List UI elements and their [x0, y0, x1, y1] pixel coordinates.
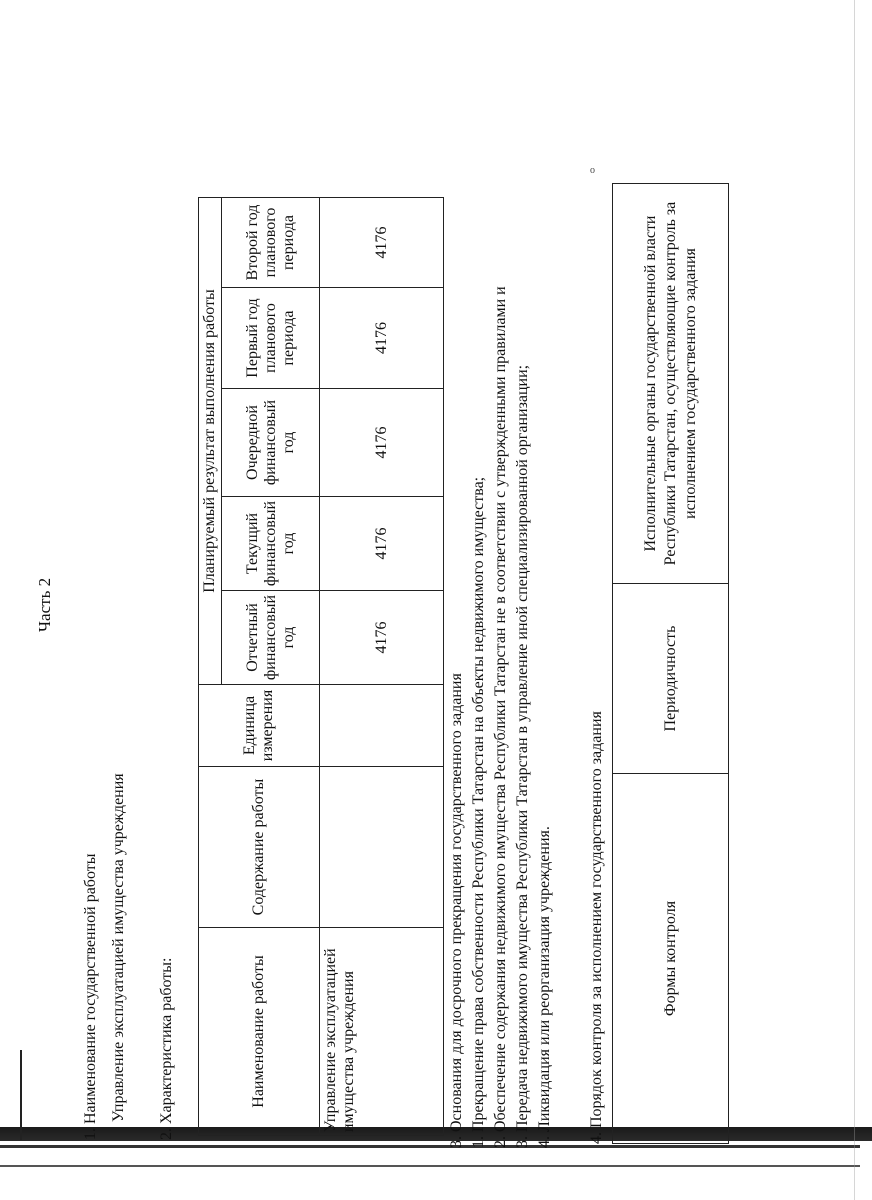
- header-work-name: Наименование работы: [199, 928, 320, 1136]
- work-name-heading: 1. Наименование государственной работы: [82, 853, 99, 1140]
- header-control-forms: Формы контроля: [613, 774, 729, 1144]
- header-control-period: Периодичность: [613, 584, 729, 774]
- header-planned-result: Планируемый результат выполнения работы: [199, 198, 222, 685]
- header-year-current: Текущий финансовый год: [222, 497, 320, 591]
- ground-item: 3. Передача недвижимого имущества Республики Татарстан в управление иной специализированной организации;: [514, 364, 531, 1148]
- row-value-next: 4176: [320, 389, 444, 497]
- header-year-next: Очередной финансовый год: [222, 389, 320, 497]
- row-work-content: [320, 767, 444, 928]
- row-work-name: Управление эксплуатацией имущества учреждения: [320, 928, 444, 1136]
- header-unit: Единица измерения: [199, 685, 320, 767]
- ground-item: 1. Прекращение права собственности Республики Татарстан на объекты недвижимого имущества;: [470, 476, 487, 1148]
- header-year-plan-2: Второй год планового периода: [222, 198, 320, 288]
- scan-speck: o: [590, 165, 595, 176]
- work-characteristics-heading: 2. Характеристика работы:: [158, 957, 175, 1140]
- ground-item: 2. Обеспечение содержания недвижимого имущества Республики Татарстан не в соответствии с утвержденными правилами и: [492, 286, 509, 1148]
- work-characteristics-table: [198, 197, 444, 1136]
- ground-item: 4. Ликвидация или реорганизация учреждения.: [536, 826, 553, 1148]
- control-procedure-heading: 4. Порядок контроля за исполнением государственного задания: [588, 711, 605, 1144]
- header-work-content: Содержание работы: [199, 767, 320, 928]
- header-control-organs: Исполнительные органы государственной власти Республики Татарстан, осуществляющие контроль за исполнением государственного задания: [613, 184, 729, 584]
- row-value-current: 4176: [320, 497, 444, 591]
- header-year-reporting: Отчетный финансовый год: [222, 591, 320, 685]
- row-value-plan-1: 4176: [320, 288, 444, 389]
- termination-grounds-heading: 3. Основания для досрочного прекращения государственного задания: [448, 673, 465, 1148]
- row-unit: [320, 685, 444, 767]
- part-title: Часть 2: [35, 577, 54, 632]
- header-year-plan-1: Первый год планового периода: [222, 288, 320, 389]
- control-table: [612, 183, 729, 1144]
- row-value-plan-2: 4176: [320, 198, 444, 288]
- work-name-value: Управление эксплуатацией имущества учреждения: [110, 773, 127, 1122]
- row-value-reporting: 4176: [320, 591, 444, 685]
